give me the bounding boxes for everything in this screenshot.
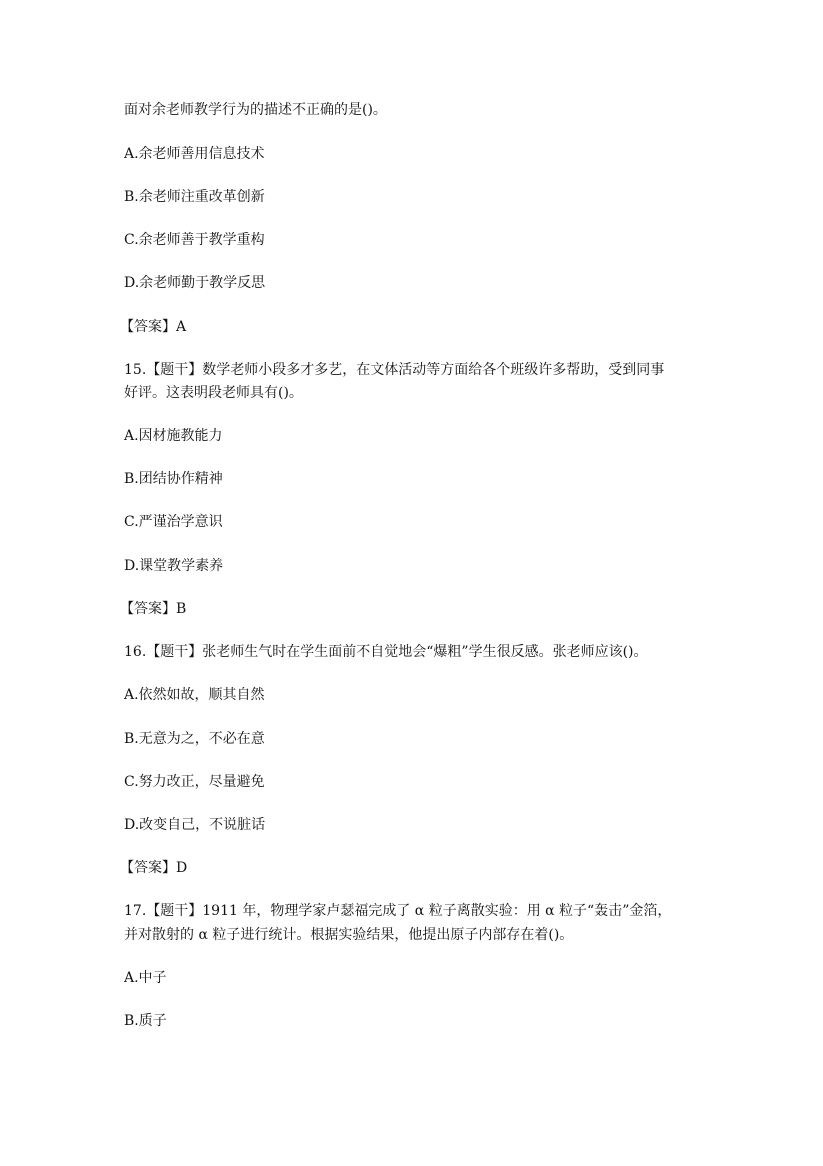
q16-option-a: A.依然如故，顺其自然 [124,687,265,703]
q16-stem: 16.【题干】张老师生气时在学生面前不自觉地会“爆粗”学生很反感。张老师应该()。 [124,644,648,660]
q16-answer: 【答案】D [120,860,188,876]
q17-stem-line1: 17.【题干】1911 年，物理学家卢瑟福完成了 α 粒子离散实验：用 α 粒子“轰击”金箔， [124,903,672,919]
q15-stem-line2: 好评。这表明段老师具有()。 [124,385,303,401]
q15-option-b: B.团结协作精神 [124,471,223,487]
q14-option-b: B.余老师注重改革创新 [124,189,265,205]
q14-option-c: C.余老师善于教学重构 [124,232,265,248]
q15-option-a: A.因材施教能力 [124,428,223,444]
q15-answer: 【答案】B [120,601,187,617]
q15-option-d: D.课堂教学素养 [124,558,224,574]
q16-option-b: B.无意为之，不必在意 [124,731,265,747]
q17-stem-line2: 并对散射的 α 粒子进行统计。根据实验结果，他提出原子内部存在着()。 [124,927,574,943]
q16-option-d: D.改变自己，不说脏话 [124,817,266,833]
q17-option-a: A.中子 [124,970,167,986]
q14-stem: 面对余老师教学行为的描述不正确的是()。 [124,102,387,118]
q14-option-d: D.余老师勤于教学反思 [124,275,266,291]
q16-option-c: C.努力改正，尽量避免 [124,774,265,790]
q14-answer: 【答案】A [120,319,187,335]
q17-option-b: B.质子 [124,1013,167,1029]
q14-option-a: A.余老师善用信息技术 [124,146,265,162]
q15-stem-line1: 15.【题干】数学老师小段多才多艺，在文体活动等方面给各个班级许多帮助，受到同事 [124,362,665,378]
q15-option-c: C.严谨治学意识 [124,514,223,530]
